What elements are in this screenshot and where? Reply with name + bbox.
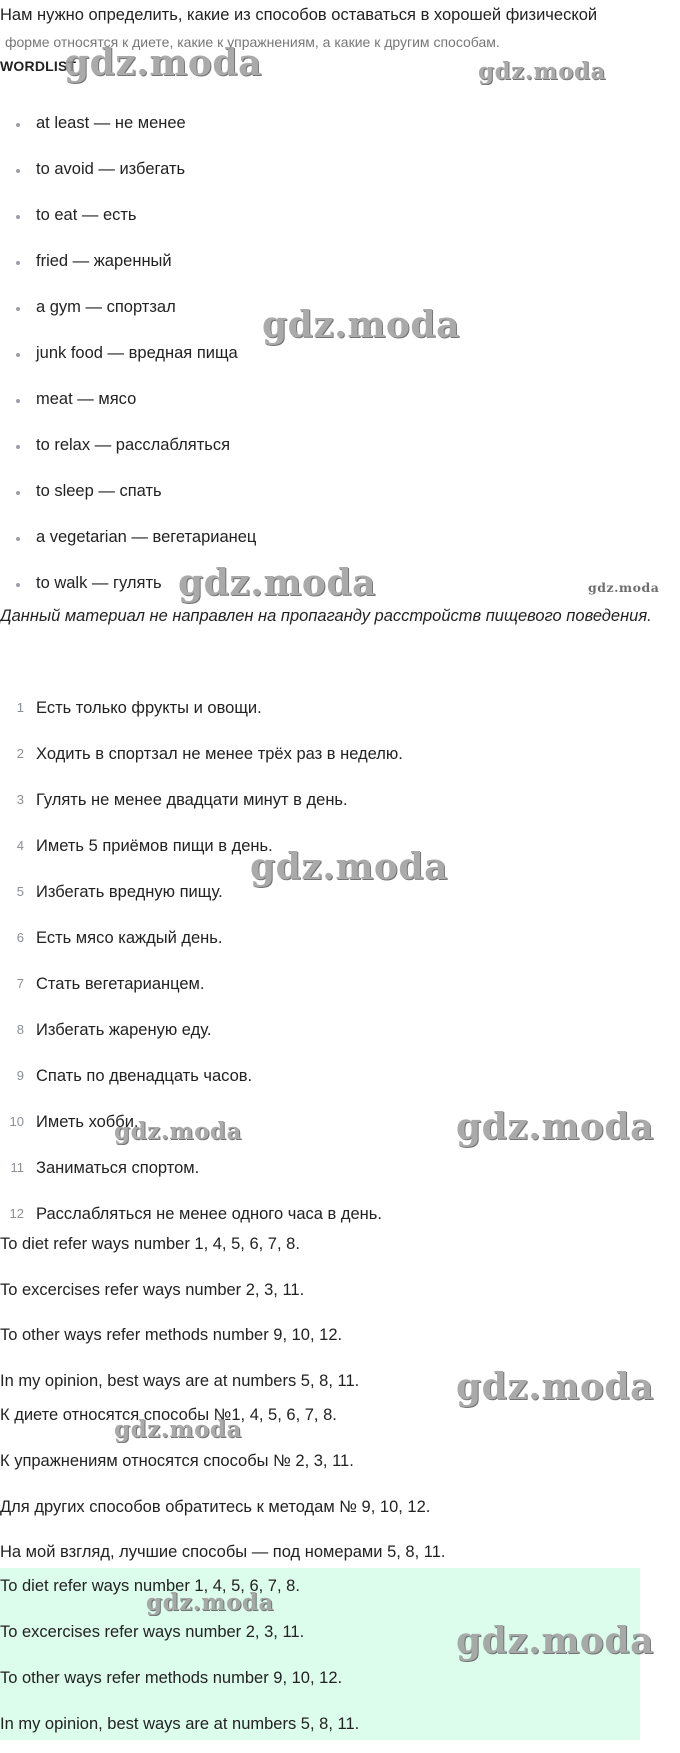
watermark: gdz.moda (114, 1118, 242, 1145)
item-number: 10 (9, 1114, 24, 1129)
item-text: Иметь 5 приёмов пищи в день. (36, 837, 273, 855)
watermark: gdz.moda (64, 42, 262, 84)
clipped-text-line: форме относятся к диете, какие к упражнениям, а какие к другим способам. (5, 34, 500, 50)
watermark: gdz.moda (456, 1106, 654, 1148)
wordlist-item: fried — жаренный (0, 246, 660, 292)
wordlist-heading: WORDLIST (0, 58, 77, 74)
answer-en-line: In my opinion, best ways are at numbers 5, 8, 11. (0, 1372, 360, 1390)
watermark: gdz.moda (250, 846, 448, 888)
watermark: gdz.moda (478, 58, 606, 85)
ways-item (0, 1061, 660, 1107)
watermark: gdz.moda (456, 1620, 654, 1662)
highlight-line: To excercises refer ways number 2, 3, 11. (0, 1623, 305, 1641)
item-text: Избегать жареную еду. (36, 1021, 212, 1039)
item-number: 3 (16, 792, 24, 807)
item-text: Заниматься спортом. (36, 1159, 200, 1177)
wordlist-item: meat — мясо (0, 384, 660, 430)
wordlist-item: to sleep — спать (0, 476, 660, 522)
wordlist-item: to relax — расслабляться (0, 430, 660, 476)
watermark: gdz.moda (588, 580, 660, 595)
highlight-line: To diet refer ways number 1, 4, 5, 6, 7, 8. (0, 1577, 300, 1595)
answer-en-line: To excercises refer ways number 2, 3, 11. (0, 1281, 305, 1299)
ways-item (0, 785, 660, 831)
item-text: Гулять не менее двадцати минут в день. (36, 791, 348, 809)
item-text: Ходить в спортзал не менее трёх раз в неделю. (36, 745, 403, 763)
ways-item (0, 1107, 660, 1153)
item-text: Расслабляться не менее одного часа в день. (36, 1205, 382, 1223)
item-number: 11 (10, 1160, 24, 1175)
item-text: Избегать вредную пищу. (36, 883, 223, 901)
item-text: Стать вегетарианцем. (36, 975, 205, 993)
ways-item (0, 831, 660, 877)
ways-item (0, 1015, 660, 1061)
highlight-line: To other ways refer methods number 9, 10, 12. (0, 1669, 343, 1687)
item-number: 7 (16, 976, 24, 991)
wordlist-item: to walk — гулять (0, 568, 660, 614)
item-number: 8 (16, 1022, 24, 1037)
watermark: gdz.moda (114, 1416, 242, 1443)
item-text: Есть мясо каждый день. (36, 929, 223, 947)
watermark: gdz.moda (146, 1589, 274, 1616)
item-text: Есть только фрукты и овощи. (36, 699, 262, 717)
wordlist-item: junk food — вредная пища (0, 338, 660, 384)
highlight-line: In my opinion, best ways are at numbers 5, 8, 11. (0, 1715, 360, 1733)
wordlist-item: at least — не менее (0, 108, 660, 154)
item-text: Спать по двенадцать часов. (36, 1067, 253, 1085)
ways-item (0, 1153, 660, 1199)
disclaimer-note: Данный материал не направлен на пропаганду расстройств пищевого поведения. (0, 607, 652, 625)
item-number: 6 (16, 930, 24, 945)
ways-item (0, 739, 660, 785)
watermark: gdz.moda (456, 1366, 654, 1408)
ways-item (0, 923, 660, 969)
answer-ru-line: На мой взгляд, лучшие способы — под номерами 5, 8, 11. (0, 1543, 446, 1561)
item-text: Иметь хобби. (36, 1113, 139, 1131)
answer-ru-line: К упражнениям относятся способы № 2, 3, 11. (0, 1452, 354, 1470)
wordlist (0, 108, 660, 614)
ways-item (0, 877, 660, 923)
answer-ru-line: Для других способов обратитесь к методам № 9, 10, 12. (0, 1498, 431, 1516)
item-number: 12 (9, 1206, 24, 1221)
answer-ru-line: К диете относятся способы №1, 4, 5, 6, 7, 8. (0, 1406, 337, 1424)
item-number: 4 (16, 838, 24, 853)
wordlist-item: to eat — есть (0, 200, 660, 246)
watermark: gdz.moda (178, 562, 376, 604)
item-number: 2 (16, 746, 24, 761)
wordlist-item: to avoid — избегать (0, 154, 660, 200)
wordlist-item: a vegetarian — вегетарианец (0, 522, 660, 568)
item-number: 1 (16, 700, 24, 715)
ways-item (0, 969, 660, 1015)
ways-item (0, 693, 660, 739)
watermark: gdz.moda (262, 304, 460, 346)
item-number: 9 (16, 1068, 24, 1083)
item-number: 5 (16, 884, 24, 899)
answer-en-line: To diet refer ways number 1, 4, 5, 6, 7, 8. (0, 1235, 300, 1253)
intro-text: Нам нужно определить, какие из способов оставаться в хорошей физической (0, 6, 598, 24)
answer-en-line: To other ways refer methods number 9, 10, 12. (0, 1326, 343, 1344)
ways-list (0, 693, 660, 1245)
wordlist-item: a gym — спортзал (0, 292, 660, 338)
